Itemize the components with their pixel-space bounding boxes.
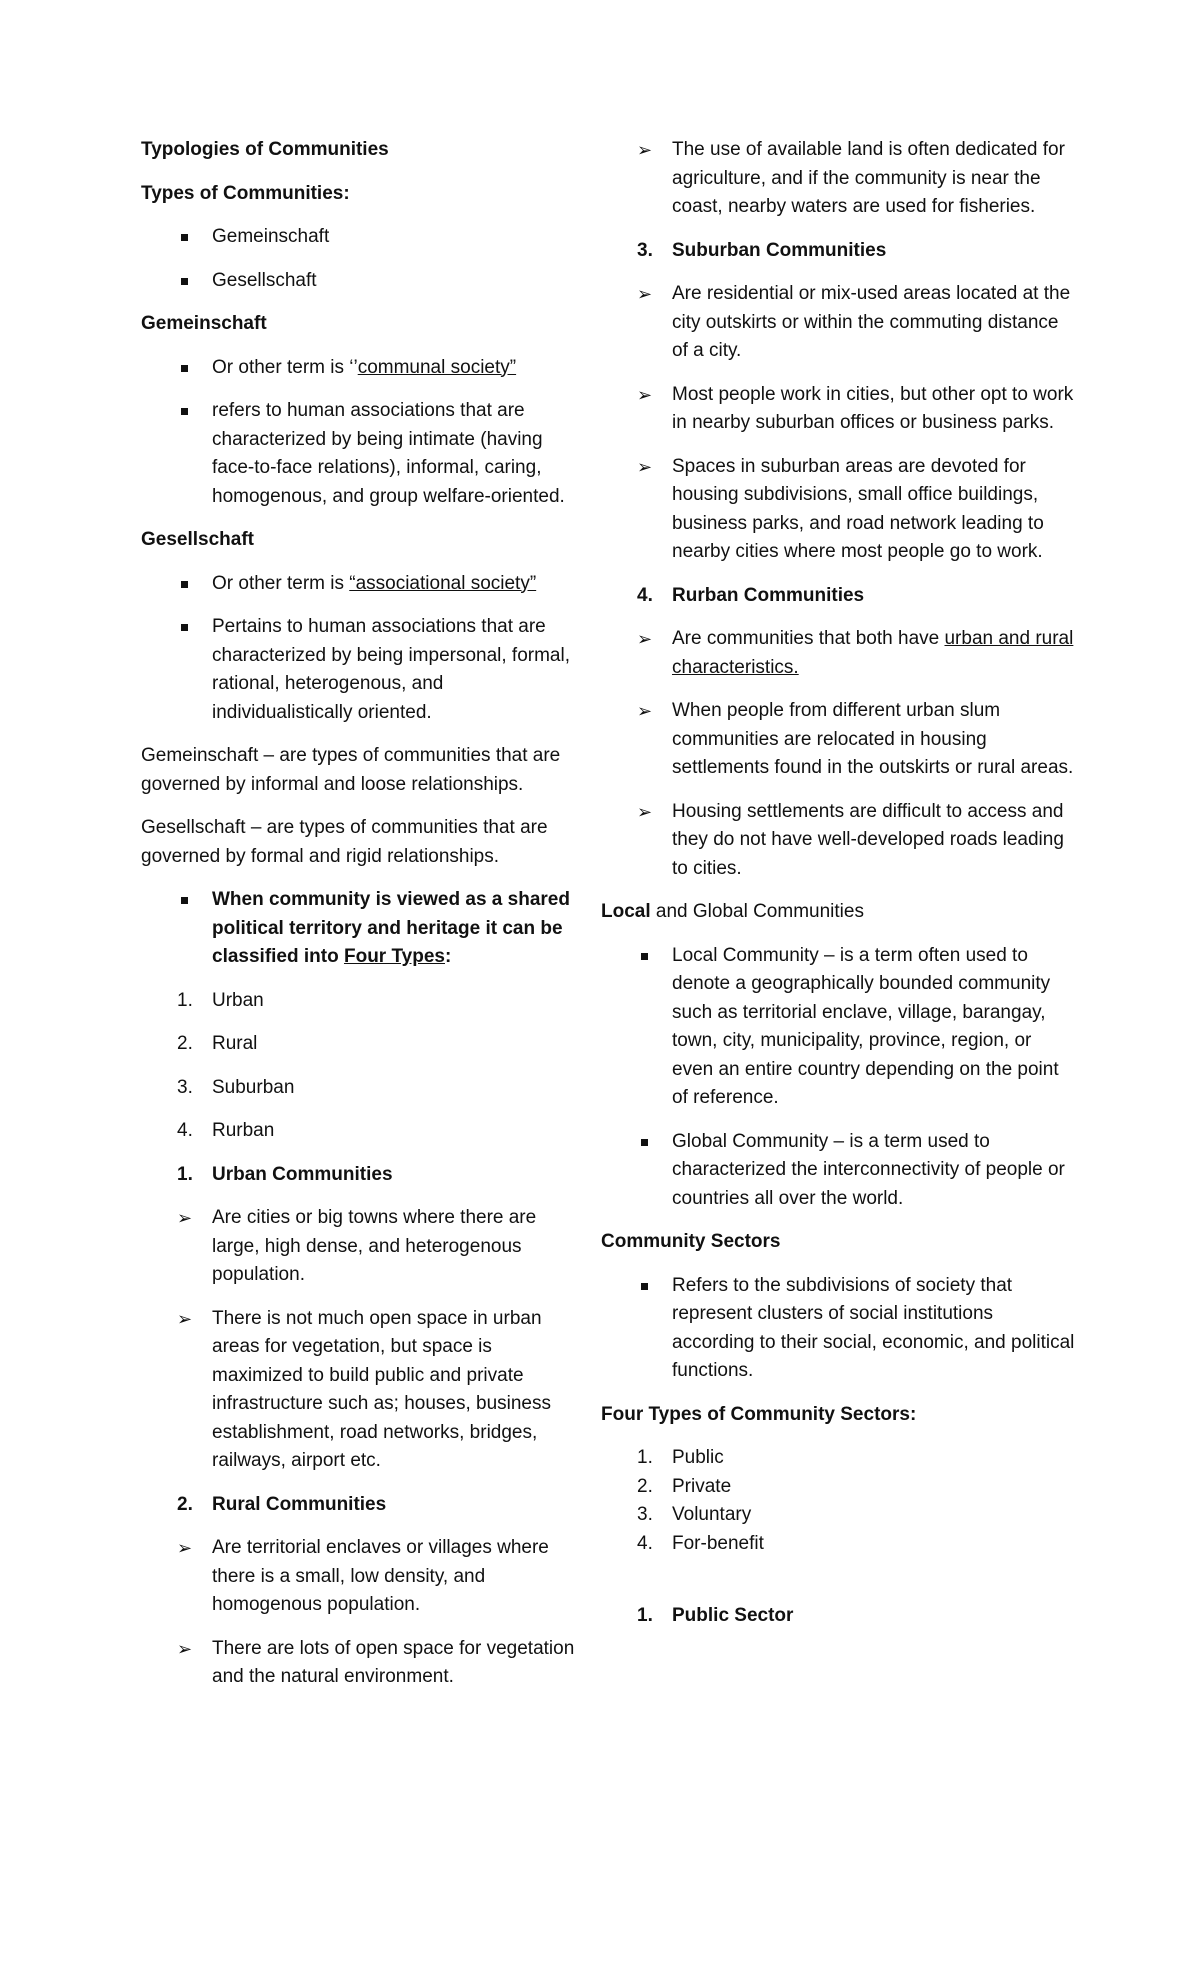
square-bullet-icon — [181, 624, 188, 631]
list-item: When community is viewed as a shared political territory and heritage it can be classified into Four Types: — [141, 886, 581, 972]
arrow-bullet-icon: ➢ — [637, 629, 653, 649]
square-bullet-icon — [641, 953, 648, 960]
list-item: 1. Public — [637, 1447, 724, 1468]
local-global-heading: Local and Global Communities — [601, 901, 864, 922]
list-item: ➢ There is not much open space in urban areas for vegetation, but space is maximized to build public and private infrastructure such as; houses, business establishment, road networks, bridges, railways, airport etc. — [141, 1305, 581, 1476]
list-item: ➢ There are lots of open space for vegetation and the natural environment. — [141, 1635, 581, 1692]
square-bullet-icon — [181, 897, 188, 904]
list-item: ➢ Are territorial enclaves or villages where there is a small, low density, and homogenous population. — [141, 1534, 581, 1620]
square-bullet-icon — [641, 1283, 648, 1290]
list-item: ➢ Are cities or big towns where there are large, high dense, and heterogenous population. — [141, 1204, 581, 1290]
suburban-communities-heading: 3. Suburban Communities — [637, 239, 887, 261]
types-heading: Types of Communities: — [141, 182, 350, 204]
arrow-bullet-icon: ➢ — [637, 140, 653, 160]
list-item: 2. Private — [637, 1475, 732, 1497]
list-item: 1. Urban — [177, 989, 264, 1011]
list-item: Gesellschaft — [141, 267, 581, 296]
list-item: Or other term is “associational society” — [141, 570, 581, 599]
arrow-bullet-icon: ➢ — [637, 456, 653, 477]
arrow-bullet-icon: ➢ — [637, 701, 653, 721]
urban-rural-term: urban and rural characteristics. — [672, 628, 1074, 678]
square-bullet-icon — [181, 278, 188, 285]
list-item: Refers to the subdivisions of society that represent clusters of social institutions according to their social, economic, and political functions. — [601, 1272, 1077, 1386]
arrow-bullet-icon: ➢ — [637, 384, 653, 405]
four-types-term: Four Types — [343, 946, 445, 967]
list-item: 2. Rural — [177, 1033, 258, 1054]
rurban-communities-heading: 4. Rurban Communities — [637, 584, 865, 606]
list-item: Local Community – is a term often used to denote a geographically bounded community such as territorial enclave, village, barangay, town, city, municipality, province, region, or even an entire country depending on the point of reference. — [601, 942, 1077, 1113]
square-bullet-icon — [181, 365, 188, 372]
page-title: Typologies of Communities — [141, 139, 389, 160]
square-bullet-icon — [181, 408, 188, 415]
gesellschaft-definition: Gesellschaft – are types of communities that are governed by formal and rigid relationships. — [141, 817, 548, 867]
arrow-bullet-icon: ➢ — [177, 1208, 193, 1228]
list-item: ➢ The use of available land is often dedicated for agriculture, and if the community is near the coast, nearby waters are used for fisheries. — [601, 136, 1077, 222]
public-sector-heading: 1. Public Sector — [637, 1605, 794, 1626]
list-item: ➢ Most people work in cities, but other opt to work in nearby suburban offices or business parks. — [601, 381, 1077, 438]
square-bullet-icon — [641, 1139, 648, 1146]
list-item: ➢ Are communities that both have urban and rural characteristics. — [601, 625, 1077, 682]
arrow-bullet-icon: ➢ — [177, 1308, 193, 1329]
gesellschaft-heading: Gesellschaft — [141, 529, 254, 550]
list-item: Global Community – is a term used to characterized the interconnectivity of people or countries all over the world. — [601, 1128, 1077, 1214]
list-item: ➢ When people from different urban slum communities are relocated in housing settlements found in the outskirts or rural areas. — [601, 697, 1077, 783]
list-item: 4. Rurban — [177, 1120, 275, 1141]
arrow-bullet-icon: ➢ — [177, 1638, 193, 1659]
community-sectors-heading: Community Sectors — [601, 1231, 781, 1252]
list-item: 4. For-benefit — [637, 1532, 764, 1554]
four-sectors-heading: Four Types of Community Sectors: — [601, 1403, 917, 1425]
list-item: ➢ Spaces in suburban areas are devoted for housing subdivisions, small office buildings, business parks, and road network leading to nearby cities where most people go to work. — [601, 453, 1077, 567]
square-bullet-icon — [181, 581, 188, 588]
associational-society-term: “associational society” — [349, 572, 537, 594]
gemeinschaft-definition: Gemeinschaft – are types of communities that are governed by informal and loose relationships. — [141, 745, 561, 795]
rural-communities-heading: 2. Rural Communities — [177, 1493, 387, 1515]
left-column — [141, 136, 581, 1707]
list-item: Pertains to human associations that are characterized by being impersonal, formal, rational, heterogenous, and individualistically oriented. — [141, 613, 581, 727]
communal-society-term: communal society” — [357, 356, 517, 378]
arrow-bullet-icon: ➢ — [637, 801, 653, 822]
urban-communities-heading: 1. Urban Communities — [177, 1163, 393, 1185]
list-item: Gemeinschaft — [141, 223, 581, 252]
list-item: 3. Suburban — [177, 1076, 295, 1098]
list-item: Or other term is ‘’communal society” — [141, 354, 581, 383]
square-bullet-icon — [181, 234, 188, 241]
right-column — [601, 136, 1077, 1646]
gemeinschaft-heading: Gemeinschaft — [141, 313, 267, 334]
arrow-bullet-icon: ➢ — [637, 284, 653, 304]
list-item: refers to human associations that are characterized by being intimate (having face-to-face relations), informal, caring, homogenous, and group welfare-oriented. — [141, 397, 581, 511]
list-item: 3. Voluntary — [637, 1504, 752, 1525]
arrow-bullet-icon: ➢ — [177, 1538, 193, 1558]
list-item: ➢ Housing settlements are difficult to access and they do not have well-developed roads leading to cities. — [601, 798, 1077, 884]
list-item: ➢ Are residential or mix-used areas located at the city outskirts or within the commuting distance of a city. — [601, 280, 1077, 366]
